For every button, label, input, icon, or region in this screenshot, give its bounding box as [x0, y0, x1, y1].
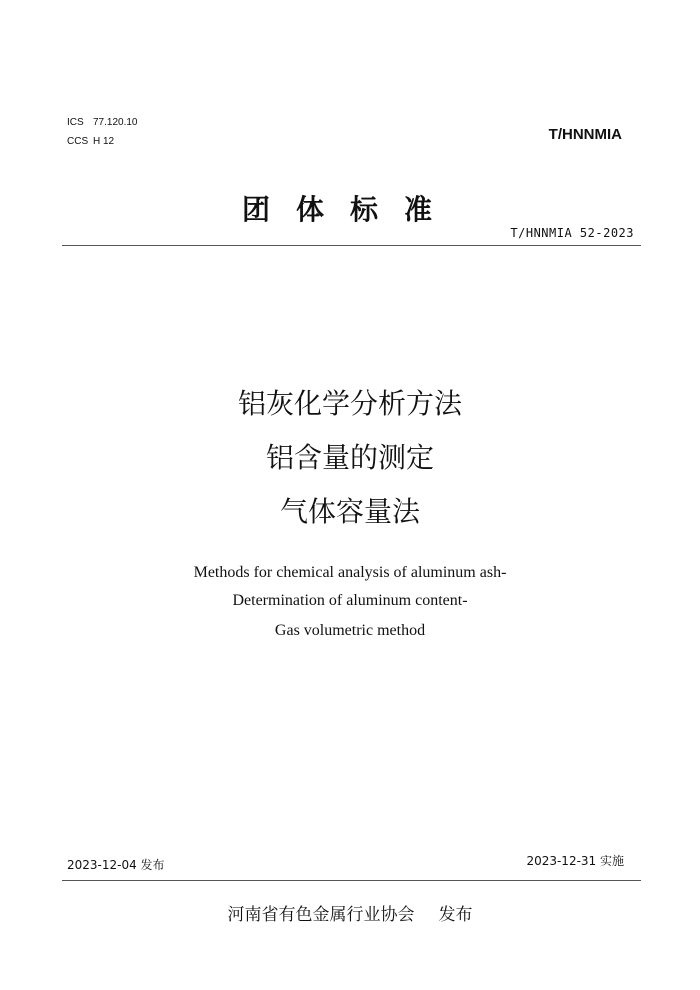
organization-code: T/HNNMIA	[548, 126, 622, 143]
title-cn-line-3: 气体容量法	[279, 495, 420, 528]
ics-value: 77.120.10	[93, 117, 138, 128]
publisher-name: 河南省有色金属行业协会	[227, 905, 415, 925]
title-en-line-2: Determination of aluminum content-	[232, 592, 468, 609]
title-en-line-3: Gas volumetric method	[274, 622, 426, 639]
title-cn-line-2: 铝含量的测定	[265, 441, 434, 474]
publisher-line	[0, 900, 700, 925]
ccs-value: H 12	[93, 136, 115, 147]
title-cn-line-1: 铝灰化学分析方法	[237, 387, 462, 420]
ics-classification	[67, 117, 138, 128]
top-divider	[62, 245, 641, 246]
publish-label: 发布	[438, 905, 473, 925]
ccs-label: CCS	[67, 136, 89, 147]
bottom-divider	[62, 880, 641, 881]
title-en-line-1: Methods for chemical analysis of aluminum ash-	[193, 564, 507, 581]
standard-number: T/HNNMIA 52-2023	[510, 226, 634, 240]
standard-type-heading: 团体标准	[241, 193, 458, 226]
implementation-date: 2023-12-31 实施	[526, 854, 624, 868]
ccs-classification	[67, 136, 114, 147]
ics-label: ICS	[67, 117, 84, 128]
issue-date: 2023-12-04 发布	[67, 858, 165, 872]
